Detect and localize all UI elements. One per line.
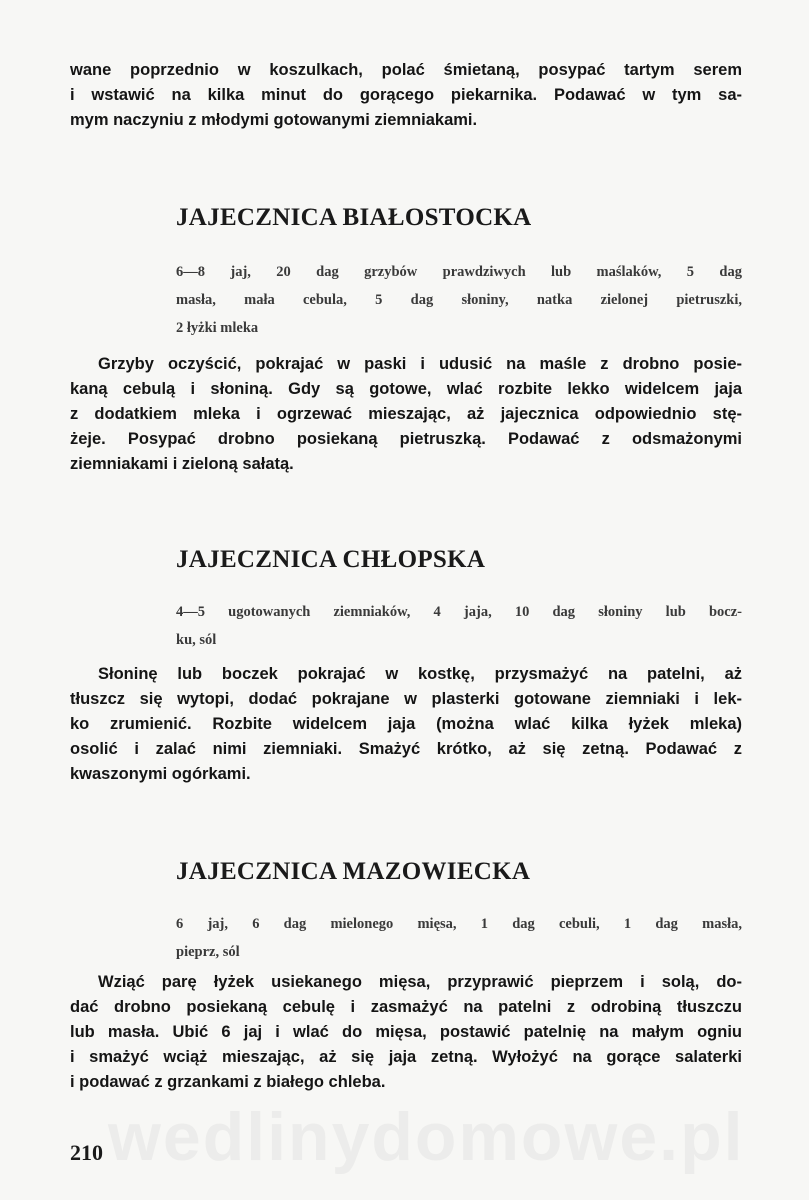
text-line: Słoninę lub boczek pokrajać w kostkę, przysmażyć na patelni, aż	[98, 665, 742, 683]
ingredients-line: masła, mała cebula, 5 dag słoniny, natka zielonej pietruszki,	[176, 292, 742, 308]
ingredients-list	[176, 910, 742, 966]
text-line: Wziąć parę łyżek usiekanego mięsa, przyprawić pieprzem i solą, do-	[98, 973, 742, 991]
ingredients-line: 2 łyżki mleka	[176, 320, 259, 336]
recipe-instructions	[70, 662, 742, 787]
ingredients-line: ku, sól	[176, 632, 217, 648]
ingredients-line: 6 jaj, 6 dag mielonego mięsa, 1 dag cebuli, 1 dag masła,	[176, 916, 742, 932]
recipe-title: JAJECZNICA CHŁOPSKA	[176, 546, 486, 573]
text-line: kwaszonymi ogórkami.	[70, 765, 251, 783]
intro-paragraph	[70, 58, 742, 133]
ingredients-list	[176, 258, 742, 342]
text-line: wane poprzednio w koszulkach, polać śmietaną, posypać tartym serem	[70, 61, 742, 79]
text-line: dać drobno posiekaną cebulę i zasmażyć na patelni z odrobiną tłuszczu	[70, 998, 742, 1016]
text-line: Grzyby oczyścić, pokrajać w paski i udusić na maśle z drobno posie-	[98, 355, 742, 373]
recipe-instructions	[70, 352, 742, 477]
text-line: osolić i zalać nimi ziemniaki. Smażyć krótko, aż się zetną. Podawać z	[70, 740, 742, 758]
ingredients-line: pieprz, sól	[176, 944, 240, 960]
text-line: żeje. Posypać drobno posiekaną pietruszką. Podawać z odsmażonymi	[70, 430, 742, 448]
recipe-instructions	[70, 970, 742, 1095]
text-line: kaną cebulą i słoniną. Gdy są gotowe, wlać rozbite lekko widelcem jaja	[70, 380, 742, 398]
text-line: tłuszcz się wytopi, dodać pokrajane w plasterki gotowane ziemniaki i lek-	[70, 690, 742, 708]
text-line: ko zrumienić. Rozbite widelcem jaja (można wlać kilka łyżek mleka)	[70, 715, 742, 733]
ingredients-line: 4—5 ugotowanych ziemniaków, 4 jaja, 10 dag słoniny lub bocz-	[176, 604, 742, 620]
ingredients-list	[176, 598, 742, 654]
ingredients-line: 6—8 jaj, 20 dag grzybów prawdziwych lub maślaków, 5 dag	[176, 264, 742, 280]
watermark-text: wedlinydomowe.pl	[108, 1099, 745, 1175]
text-line: i smażyć wciąż mieszając, aż się jaja zetną. Wyłożyć na gorące salaterki	[70, 1048, 742, 1066]
recipe-title: JAJECZNICA BIAŁOSTOCKA	[176, 204, 532, 231]
text-line: ziemniakami i zieloną sałatą.	[70, 455, 294, 473]
page-number: 210	[70, 1140, 103, 1165]
recipe-title: JAJECZNICA MAZOWIECKA	[176, 858, 531, 885]
text-line: z dodatkiem mleka i ogrzewać mieszając, aż jajecznica odpowiednio stę-	[70, 405, 742, 423]
text-line: i wstawić na kilka minut do gorącego piekarnika. Podawać w tym sa-	[70, 86, 742, 104]
text-line: lub masła. Ubić 6 jaj i wlać do mięsa, postawić patelnię na małym ogniu	[70, 1023, 742, 1041]
text-line: i podawać z grzankami z białego chleba.	[70, 1073, 386, 1091]
text-line: mym naczyniu z młodymi gotowanymi ziemniakami.	[70, 111, 478, 129]
